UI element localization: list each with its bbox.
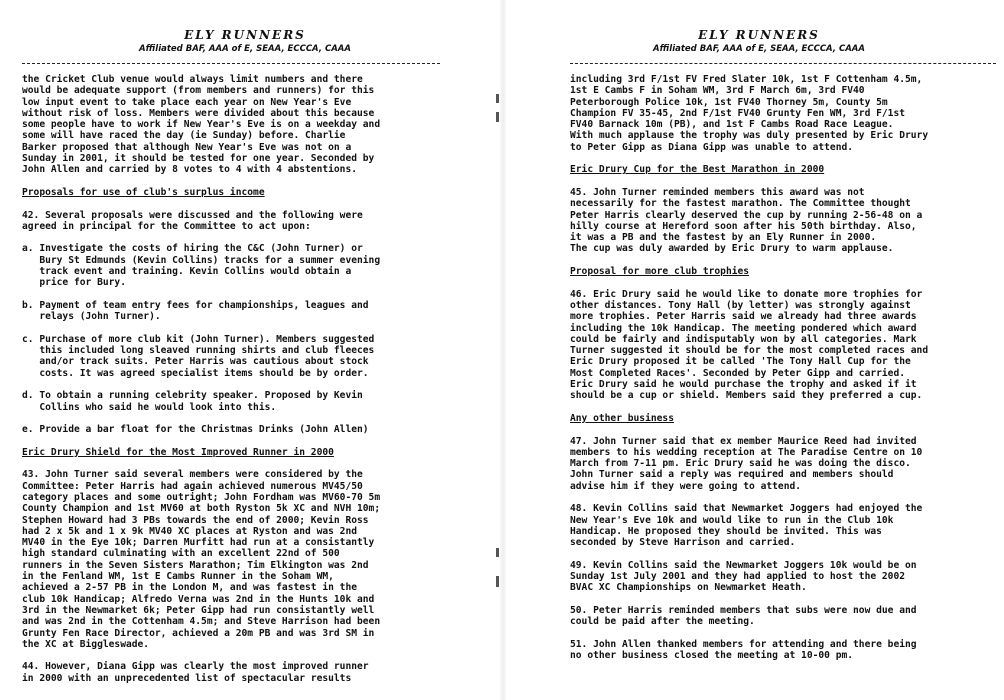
text-line: without risk of loss. Members were divided about this because — [22, 107, 375, 119]
text-line: Champion FV 35-45, 2nd F/1st FV40 Grunty Fen WM, 3rd F/1st — [570, 107, 906, 119]
text-line: would be adequate support (from members and runners) for this — [22, 85, 375, 97]
text-line: price for Bury. — [22, 277, 126, 289]
section-heading: Any other business — [570, 412, 674, 424]
text-line: runners in the Seven Sisters Marathon; Tim Elkington was 2nd — [22, 559, 369, 571]
text-line: BVAC XC Championships on Newmarket Heath. — [570, 582, 807, 594]
text-line: the XC at Biggleswade. — [22, 638, 150, 650]
text-line: Collins who said he would look into this. — [22, 401, 277, 413]
text-line: Eric Drury proposed it be called 'The Tony Hall Cup for the — [570, 356, 911, 368]
text-line: John Allen and carried by 8 votes to 4 with 4 abstentions. — [22, 164, 358, 176]
text-line: 44. However, Diana Gipp was clearly the most improved runner — [22, 661, 369, 673]
text-line: necessarily for the fastest marathon. The Committee thought — [570, 198, 911, 210]
text-line: could be paid after the meeting. — [570, 616, 755, 628]
text-line: Peterborough Police 10k, 1st FV40 Thorney 5m, County 5m — [570, 96, 888, 108]
section-heading: Eric Drury Shield for the Most Improved Runner in 2000 — [22, 446, 334, 458]
text-line: Sunday 1st July 2001 and they had applied to host the 2002 — [570, 571, 906, 583]
blank-line — [22, 413, 448, 424]
minutes-text-left — [22, 74, 448, 684]
page-fold — [500, 0, 506, 700]
text-line: e. Provide a bar float for the Christmas Drinks (John Allen) — [22, 424, 369, 436]
text-line: Grunty Fen Race Director, achieved a 20m PB and was 3rd SM in — [22, 627, 375, 639]
blank-line — [22, 289, 448, 300]
text-line: and/or track suits. Peter Harris was cautious about stock — [22, 356, 369, 368]
text-line: Handicap. He proposed they should be invited. This was — [570, 525, 882, 537]
blank-line — [570, 424, 998, 435]
blank-line — [570, 255, 998, 266]
blank-line — [22, 176, 448, 187]
text-line: 45. John Turner reminded members this award was not — [570, 186, 865, 198]
text-line: 49. Kevin Collins said the Newmarket Joggers 10k would be on — [570, 559, 917, 571]
text-line: should be a cup or shield. Members said they preferred a cup. — [570, 390, 923, 402]
left-page — [0, 0, 490, 700]
text-line: high standard culminating with an excellent 22nd of 500 — [22, 548, 340, 560]
text-line: relays (John Turner). — [22, 311, 161, 323]
blank-line — [570, 277, 998, 288]
header-rule — [22, 63, 440, 64]
text-line: 42. Several proposals were discussed and the following were — [22, 209, 363, 221]
text-line: agreed in principal for the Committee to act upon: — [22, 220, 311, 232]
text-line: members to his wedding reception at The Paradise Centre on 10 — [570, 446, 923, 458]
text-line: category places and some outright; John Fordham was MV60-70 5m — [22, 491, 381, 503]
club-name: ELY RUNNERS — [184, 28, 306, 42]
minutes-text-right — [570, 74, 998, 661]
text-line: c. Purchase of more club kit (John Turner). Members suggested — [22, 333, 375, 345]
text-line: March from 7-11 pm. Eric Drury said he was doing the disco. — [570, 458, 911, 470]
text-line: New Year's Eve 10k and would like to run in the Club 10k — [570, 514, 894, 526]
blank-line — [22, 198, 448, 209]
text-line: Bury St Edmunds (Kevin Collins) tracks for a summer evening — [22, 254, 381, 266]
text-line: achieved a 2-57 PB in the London M, and was fastest in the — [22, 582, 358, 594]
text-line: County Champion and 1st MV60 at both Ryston 5k XC and NVH 10m; — [22, 503, 381, 515]
text-line: the Cricket Club venue would always limit numbers and there — [22, 74, 363, 85]
text-line: some people have to work if New Year's Eve is on a weekday and — [22, 119, 381, 131]
club-name: ELY RUNNERS — [698, 28, 820, 42]
text-line: 43. John Turner said several members were considered by the — [22, 469, 363, 481]
blank-line — [570, 153, 998, 164]
text-line: Barker proposed that although New Year's Eve was not on a — [22, 141, 352, 153]
blank-line — [570, 402, 998, 413]
text-line: costs. It was agreed specialist items should be by order. — [22, 367, 369, 379]
text-line: more trophies. Peter Harris said we already had three awards — [570, 311, 917, 323]
blank-line — [570, 594, 998, 605]
text-line: FV40 Barnack 10m (PB), and 1st F Cambs Road Race League. — [570, 119, 894, 131]
text-line: some will have raced the day (ie Sunday) before. Charlie — [22, 130, 346, 142]
binding-mark — [496, 548, 499, 557]
text-line: no other business closed the meeting at 10-00 pm. — [570, 650, 854, 662]
binding-mark — [496, 576, 499, 587]
text-line: and was 2nd in the Cottenham 4.5m; and Steve Harrison had been — [22, 616, 381, 628]
text-line: MV40 in the Eye 10k; Darren Murfitt had run at a consistantly — [22, 537, 375, 549]
text-line: 47. John Turner said that ex member Maurice Reed had invited — [570, 435, 917, 447]
binding-mark — [496, 112, 499, 122]
text-line: Stephen Howard had 3 PBs towards the end of 2000; Kevin Ross — [22, 514, 369, 526]
section-heading: Proposal for more club trophies — [570, 266, 750, 278]
text-line: 1st E Cambs F in Soham WM, 3rd F March 6m, 3rd FV40 — [570, 85, 865, 97]
text-line: Most Completed Races'. Seconded by Peter Gipp and carried. — [570, 367, 906, 379]
text-line: d. To obtain a running celebrity speaker. Proposed by Kevin — [22, 390, 363, 402]
text-line: track event and training. Kevin Collins would obtain a — [22, 266, 352, 278]
text-line: other distances. Tony Hall (by letter) was strongly against — [570, 299, 911, 311]
text-line: With much applause the trophy was duly presented by Eric Drury — [570, 130, 929, 142]
header-rule — [570, 63, 996, 64]
blank-line — [22, 232, 448, 243]
blank-line — [22, 458, 448, 469]
section-heading: Eric Drury Cup for the Best Marathon in 2000 — [570, 164, 825, 176]
text-line: b. Payment of team entry fees for championships, leagues and — [22, 299, 369, 311]
text-line: The cup was duly awarded by Eric Drury to warm applause. — [570, 243, 894, 255]
blank-line — [570, 492, 998, 503]
text-line: could be fairly and indisputably won by all categories. Mark — [570, 333, 917, 345]
text-line: Committee: Peter Harris had again achieved numerous MV45/50 — [22, 480, 363, 492]
text-line: 3rd in the Newmarket 6k; Peter Gipp had run consistantly well — [22, 604, 375, 616]
text-line: in the Fenland WM, 1st E Cambs Runner in the Soham WM, — [22, 571, 334, 583]
text-line: 50. Peter Harris reminded members that subs were now due and — [570, 604, 917, 616]
text-line: 48. Kevin Collins said that Newmarket Joggers had enjoyed the — [570, 503, 923, 515]
text-line: including 3rd F/1st FV Fred Slater 10k, 1st F Cottenham 4.5m, — [570, 74, 923, 85]
text-line: advise him if they were going to attend. — [570, 480, 802, 492]
text-line: it was a PB and the fastest by an Ely Runner in 2000. — [570, 232, 877, 244]
text-line: a. Investigate the costs of hiring the C&C (John Turner) or — [22, 243, 363, 255]
blank-line — [570, 548, 998, 559]
blank-line — [22, 379, 448, 390]
section-heading: Proposals for use of club's surplus income — [22, 186, 265, 198]
text-line: John Turner said a reply was required and members should — [570, 469, 894, 481]
text-line: Peter Harris clearly deserved the cup by running 2-56-48 on a — [570, 209, 923, 221]
binding-mark — [496, 94, 499, 103]
text-line: Sunday in 2001, it should be tested for one year. Seconded by — [22, 153, 375, 165]
blank-line — [22, 323, 448, 334]
text-line: in 2000 with an unprecedented list of spectacular results — [22, 672, 352, 684]
text-line: 46. Eric Drury said he would like to donate more trophies for — [570, 288, 923, 300]
blank-line — [570, 176, 998, 187]
affiliation-line: Affiliated BAF, AAA of E, SEAA, ECCCA, CAAA — [139, 44, 351, 54]
text-line: seconded by Steve Harrison and carried. — [570, 537, 796, 549]
text-line: club 10k Handicap; Alfredo Verna was 2nd in the Hunts 10k and — [22, 593, 375, 605]
text-line: Turner suggested it should be for the most completed races and — [570, 345, 929, 357]
text-line: low input event to take place each year on New Year's Eve — [22, 96, 352, 108]
text-line: this included long sleaved running shirts and club fleeces — [22, 345, 375, 357]
text-line: Eric Drury said he would purchase the trophy and asked if it — [570, 379, 917, 391]
text-line: including the 10k Handicap. The meeting pondered which award — [570, 322, 917, 334]
right-page — [514, 0, 1004, 700]
text-line: 51. John Allen thanked members for attending and there being — [570, 638, 917, 650]
blank-line — [22, 650, 448, 661]
blank-line — [22, 436, 448, 447]
text-line: had 2 x 5k and 1 x 9k MV40 XC places at Ryston and was 2nd — [22, 525, 358, 537]
affiliation-line: Affiliated BAF, AAA of E, SEAA, ECCCA, CAAA — [653, 44, 865, 54]
text-line: to Peter Gipp as Diana Gipp was unable to attend. — [570, 141, 854, 153]
text-line: hilly course at Hereford soon after his 50th birthday. Also, — [570, 220, 917, 232]
blank-line — [570, 628, 998, 639]
